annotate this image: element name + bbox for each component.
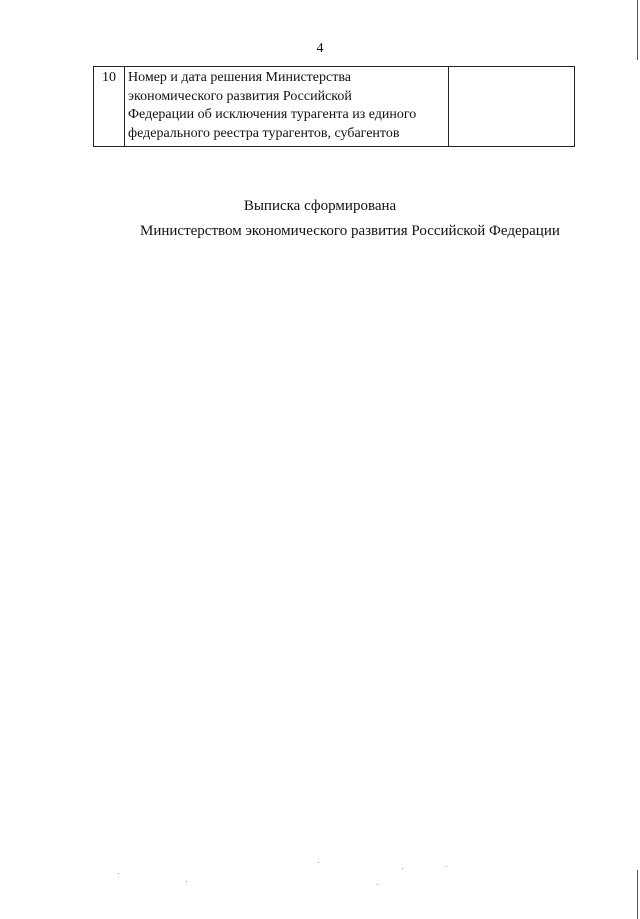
page-number: 4 (316, 41, 324, 56)
registry-table (93, 66, 575, 147)
row-value (449, 67, 575, 147)
scan-edge-line (637, 870, 638, 919)
row-label (125, 67, 449, 147)
row-label-line: федерального реестра турагентов, субагентов (128, 125, 400, 141)
scan-edge-line (637, 0, 638, 60)
row-label-line: экономического развития Российской (128, 88, 352, 104)
scan-speck (377, 884, 378, 885)
extract-title: Выписка сформирована (243, 198, 397, 214)
row-label-line: Номер и дата решения Министерства (128, 70, 351, 85)
scan-speck (118, 873, 119, 874)
table-row (94, 67, 575, 147)
row-label-line: Федерации об исключения турагента из единого (128, 107, 417, 122)
scan-speck (446, 866, 447, 867)
scan-speck (186, 881, 187, 882)
row-number: 10 (94, 67, 125, 147)
scan-speck (402, 868, 403, 869)
issuing-organization: Министерством экономического развития Российской Федерации (140, 223, 560, 239)
scan-speck (318, 862, 319, 863)
